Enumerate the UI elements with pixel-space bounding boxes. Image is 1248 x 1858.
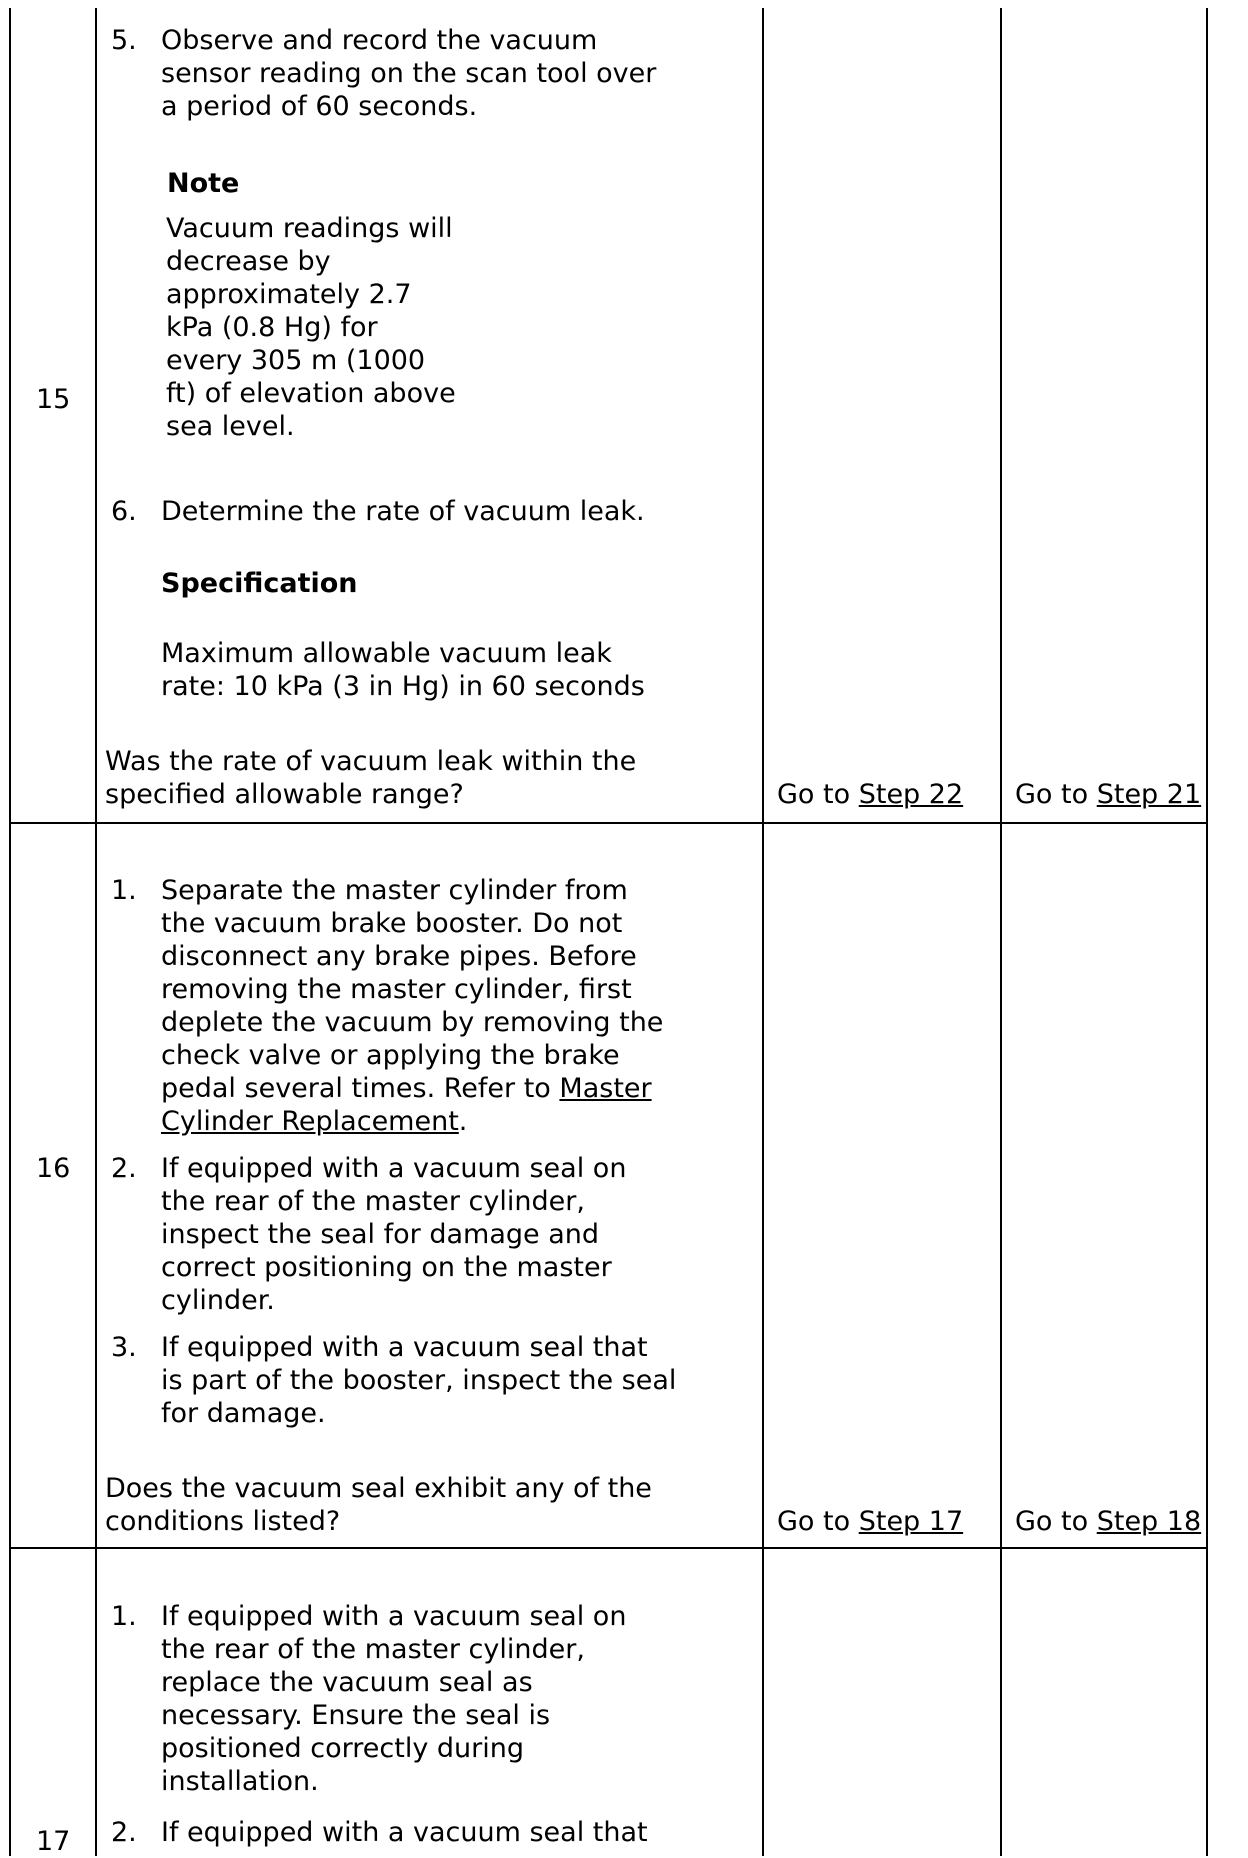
refer-prefix: pedal several times. Refer to bbox=[161, 1073, 560, 1104]
note-text: kPa (0.8 Hg) for bbox=[166, 312, 378, 343]
table-divider-2 bbox=[762, 8, 764, 1856]
note-text: every 305 m (1000 bbox=[166, 345, 426, 376]
question-text: Was the rate of vacuum leak within the bbox=[105, 746, 637, 777]
spec-text: Maximum allowable vacuum leak bbox=[161, 638, 612, 669]
table-divider-3 bbox=[1000, 8, 1002, 1856]
no-step-link[interactable]: Step 21 bbox=[1096, 779, 1202, 810]
list-item-text: If equipped with a vacuum seal that bbox=[161, 1817, 648, 1848]
spec-text: rate: 10 kPa (3 in Hg) in 60 seconds bbox=[161, 671, 645, 702]
list-item-text: cylinder. bbox=[161, 1285, 275, 1316]
list-item-text: the rear of the master cylinder, bbox=[161, 1634, 585, 1665]
list-item-text bbox=[161, 1105, 467, 1138]
list-item-text: sensor reading on the scan tool over bbox=[161, 58, 657, 89]
no-prefix: Go to bbox=[1015, 1506, 1097, 1537]
list-item-text: correct positioning on the master bbox=[161, 1252, 612, 1283]
yes-prefix: Go to bbox=[777, 1506, 859, 1537]
step-number: 17 bbox=[36, 1826, 71, 1857]
list-item-text: inspect the seal for damage and bbox=[161, 1219, 600, 1250]
spec-title: Specification bbox=[161, 568, 358, 599]
note-text: ft) of elevation above bbox=[166, 378, 456, 409]
table-border-left bbox=[9, 8, 11, 1856]
step-number: 15 bbox=[36, 384, 71, 415]
note-text: sea level. bbox=[166, 411, 295, 442]
no-prefix: Go to bbox=[1015, 779, 1097, 810]
step-number: 16 bbox=[36, 1153, 71, 1184]
table-border-right bbox=[1206, 8, 1208, 1856]
list-item-text: check valve or applying the brake bbox=[161, 1040, 620, 1071]
list-item-text: removing the master cylinder, first bbox=[161, 974, 632, 1005]
list-item-text: Observe and record the vacuum bbox=[161, 25, 598, 56]
yes-action bbox=[777, 778, 963, 811]
list-item-text: If equipped with a vacuum seal that bbox=[161, 1332, 648, 1363]
note-text: approximately 2.7 bbox=[166, 279, 412, 310]
list-item-text: for damage. bbox=[161, 1398, 326, 1429]
master-cylinder-link[interactable]: Master bbox=[559, 1073, 652, 1104]
list-item-number: 3. bbox=[111, 1332, 137, 1363]
list-item-number: 1. bbox=[111, 1601, 137, 1632]
list-item-number: 1. bbox=[111, 875, 137, 906]
question-text: Does the vacuum seal exhibit any of the bbox=[105, 1473, 652, 1504]
list-item-text: the vacuum brake booster. Do not bbox=[161, 908, 623, 939]
yes-prefix: Go to bbox=[777, 779, 859, 810]
yes-action bbox=[777, 1505, 963, 1538]
no-step-link[interactable]: Step 18 bbox=[1096, 1506, 1202, 1537]
list-item-number: 2. bbox=[111, 1817, 137, 1848]
list-item-text: is part of the booster, inspect the seal bbox=[161, 1365, 677, 1396]
question-text: specified allowable range? bbox=[105, 779, 464, 810]
note-title: Note bbox=[167, 168, 240, 199]
list-item-text: deplete the vacuum by removing the bbox=[161, 1007, 664, 1038]
list-item-number: 6. bbox=[111, 496, 137, 527]
note-text: decrease by bbox=[166, 246, 331, 277]
list-item-text: replace the vacuum seal as bbox=[161, 1667, 533, 1698]
list-item-text: Determine the rate of vacuum leak. bbox=[161, 496, 645, 527]
table-divider-1 bbox=[95, 8, 97, 1856]
question-text: conditions listed? bbox=[105, 1506, 341, 1537]
master-cylinder-replacement-link[interactable]: Cylinder Replacement bbox=[161, 1106, 459, 1137]
row-separator-15-16 bbox=[9, 822, 1208, 824]
list-item-text: disconnect any brake pipes. Before bbox=[161, 941, 637, 972]
list-item-text: the rear of the master cylinder, bbox=[161, 1186, 585, 1217]
list-item-text: If equipped with a vacuum seal on bbox=[161, 1153, 627, 1184]
list-item-text: positioned correctly during bbox=[161, 1733, 524, 1764]
no-action bbox=[1015, 1505, 1201, 1538]
list-item-text: Separate the master cylinder from bbox=[161, 875, 628, 906]
list-item-text: installation. bbox=[161, 1766, 319, 1797]
yes-step-link[interactable]: Step 17 bbox=[858, 1506, 964, 1537]
list-item-number: 2. bbox=[111, 1153, 137, 1184]
no-action bbox=[1015, 778, 1201, 811]
list-item-text: a period of 60 seconds. bbox=[161, 91, 478, 122]
note-text: Vacuum readings will bbox=[166, 213, 453, 244]
list-item-number: 5. bbox=[111, 25, 137, 56]
list-item-text: necessary. Ensure the seal is bbox=[161, 1700, 551, 1731]
row-separator-16-17 bbox=[9, 1547, 1208, 1549]
link-suffix: . bbox=[458, 1106, 468, 1137]
list-item-text bbox=[161, 1072, 652, 1105]
yes-step-link[interactable]: Step 22 bbox=[858, 779, 964, 810]
list-item-text: If equipped with a vacuum seal on bbox=[161, 1601, 627, 1632]
